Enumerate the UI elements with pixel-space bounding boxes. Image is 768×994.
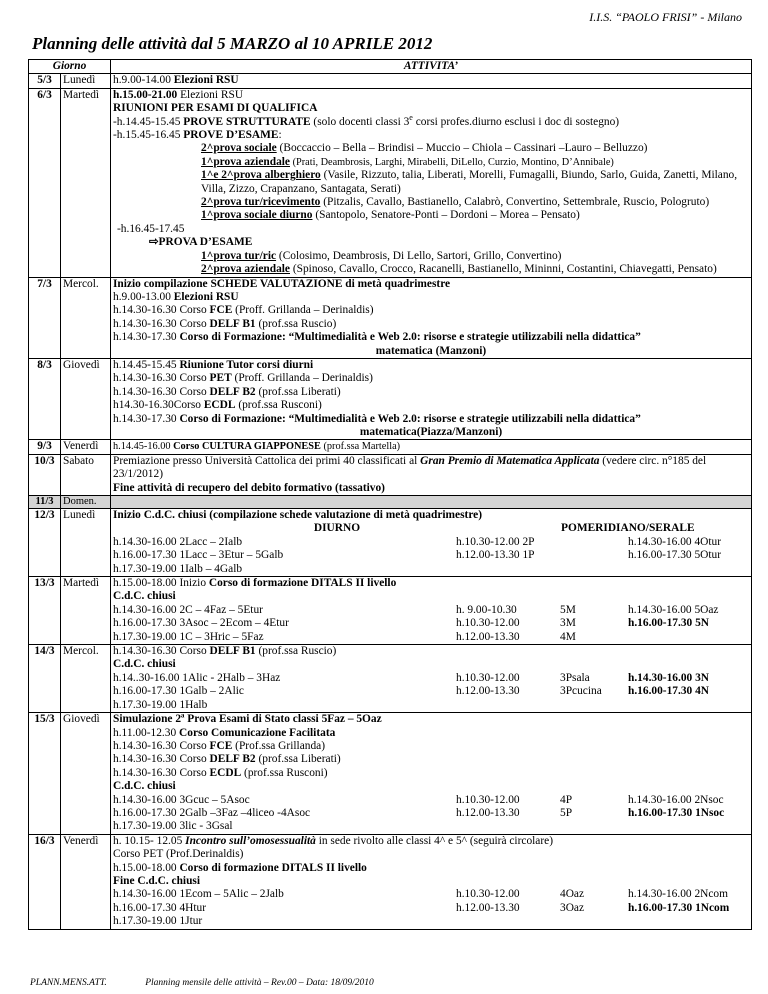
event-name: Gran Premio di Matematica Applicata bbox=[420, 454, 600, 467]
planning-table bbox=[28, 59, 752, 930]
activity-text: PROVE D’ESAME bbox=[183, 129, 279, 142]
time: h.14.30-16.30 Corso bbox=[113, 766, 210, 779]
time: -h.15.45-16.45 bbox=[113, 129, 184, 142]
cdc-slot: h.14.30-16.00 5Oaz bbox=[628, 603, 719, 616]
activity-note: (Proff. Grillanda – Derinaldis) bbox=[232, 304, 374, 317]
activity-note: (Proff. Grillanda – Derinaldis) bbox=[231, 372, 373, 385]
cdc-slot: h.10.30-12.00 bbox=[456, 888, 520, 901]
time: -h.14.45-15.45 bbox=[113, 115, 184, 128]
activity-text: Corso PET (Prof.Derinaldis) bbox=[113, 848, 244, 861]
table-row bbox=[29, 74, 752, 88]
time: h.14.30-17.30 bbox=[113, 412, 180, 425]
cdc-slot: h.12.00-13.30 bbox=[456, 630, 520, 643]
course-name: Corso CULTURA GIAPPONESE bbox=[173, 441, 321, 453]
activity-note: (prof.ssa Martella) bbox=[320, 441, 401, 453]
diurno-label: DIURNO bbox=[313, 522, 361, 535]
time: -h.16.45-17.45 bbox=[117, 222, 185, 235]
school-name: I.I.S. “PAOLO FRISI” - Milano bbox=[589, 10, 742, 24]
time: h14.30-16.30Corso bbox=[113, 399, 204, 412]
table-row bbox=[29, 440, 752, 454]
cdc-slot: h.14..30-16.00 1Alic - 2Halb – 3Haz bbox=[113, 671, 281, 684]
course-name: Corso di Formazione: “Multimedialità e Web 2.0: risorse e strategie utilizzabili nella didattica” bbox=[179, 331, 641, 344]
cdc-class: 4P bbox=[560, 793, 573, 806]
cdc-slot: h.17.30-19.00 3lic - 3Gsal bbox=[113, 820, 233, 833]
row-activity bbox=[111, 577, 752, 645]
footer bbox=[30, 978, 410, 988]
time: h.9.00-13.00 bbox=[113, 290, 174, 303]
course-name: PET bbox=[209, 372, 232, 385]
cdc-heading: C.d.C. chiusi bbox=[113, 780, 176, 793]
cdc-class: 3M bbox=[560, 617, 576, 630]
cdc-slot: h.16.00-17.30 1Ncom bbox=[628, 901, 730, 914]
cdc-slot: h.16.00-17.30 1Nsoc bbox=[628, 806, 725, 819]
row-date: 8/3 bbox=[29, 358, 61, 439]
row-date: 7/3 bbox=[29, 277, 61, 358]
activity-heading: Fine attività di recupero del debito formativo (tassativo) bbox=[113, 481, 385, 494]
pomeridiano-label: POMERIDIANO/SERALE bbox=[561, 522, 695, 535]
table-row bbox=[29, 713, 752, 835]
row-day: Martedì bbox=[61, 88, 111, 277]
exam-label: 2^prova sociale bbox=[201, 142, 277, 155]
time: h.14.30-16.30 Corso bbox=[113, 753, 210, 766]
cdc-class: 5M bbox=[560, 603, 576, 616]
cdc-slot: h.16.00-17.30 1Galb – 2Alic bbox=[113, 685, 244, 698]
exam-teachers: (Pitzalis, Cavallo, Bastianello, Calabrò, Convertino, Settembrale, Ruscio, Pologruto) bbox=[320, 196, 710, 209]
cdc-slot: h.14.30-16.00 4Otur bbox=[628, 535, 722, 548]
table-row bbox=[29, 645, 752, 713]
activity-heading: RIUNIONI PER ESAMI DI QUALIFICA bbox=[113, 102, 318, 115]
row-date: 9/3 bbox=[29, 440, 61, 454]
table-row bbox=[29, 509, 752, 577]
time: h.14.30-16.30 Corso bbox=[113, 385, 210, 398]
cdc-class: 4M bbox=[560, 630, 576, 643]
exam-label: 2^prova aziendale bbox=[201, 263, 290, 276]
time: h.14.30-17.30 bbox=[113, 331, 180, 344]
table-row bbox=[29, 358, 752, 439]
row-activity bbox=[111, 713, 752, 835]
row-date: 6/3 bbox=[29, 88, 61, 277]
table-row bbox=[29, 277, 752, 358]
cdc-class bbox=[560, 536, 628, 549]
activity-note: (prof.ssa Ruscio) bbox=[255, 645, 337, 658]
cdc-class: 3Oaz bbox=[560, 901, 585, 914]
cdc-slot: h.12.00-13.30 1P bbox=[456, 549, 535, 562]
cdc-class: 3Pcucina bbox=[560, 685, 602, 698]
time: h.15.00-18.00 bbox=[113, 861, 180, 874]
table-row bbox=[29, 88, 752, 277]
row-date: 5/3 bbox=[29, 74, 61, 88]
row-date: 13/3 bbox=[29, 577, 61, 645]
course-name: FCE bbox=[209, 739, 233, 752]
row-day: Venerdì bbox=[61, 440, 111, 454]
exam-label: 2^prova tur/ricevimento bbox=[201, 196, 321, 209]
time: h.14.30-16.30 Corso bbox=[113, 372, 210, 385]
exam-teachers: (Prati, Deambrosis, Larghi, Mirabelli, DiLello, Curzio, Montino, D’Annibale) bbox=[290, 156, 614, 168]
page-title: Planning delle attività dal 5 MARZO al 10 APRILE 2012 bbox=[32, 34, 433, 53]
event-name: Incontro sull’omosessualità bbox=[185, 834, 316, 847]
cdc-class: 3Psala bbox=[560, 671, 590, 684]
row-activity bbox=[111, 277, 752, 358]
col-attivita: ATTIVITA’ bbox=[111, 60, 752, 74]
time: h.15.00-18.00 Inizio bbox=[113, 577, 209, 590]
footer-code: PLANN.MENS.ATT. bbox=[30, 978, 107, 988]
activity-note: (prof.ssa Liberati) bbox=[255, 753, 341, 766]
cdc-slot: h.10.30-12.00 bbox=[456, 617, 520, 630]
row-date: 11/3 bbox=[29, 496, 61, 509]
time: h.15.00-21.00 bbox=[113, 88, 178, 101]
exam-teachers: (Boccaccio – Bella – Brindisi – Muccio – Chiola – Cassinari –Lauro – Belluzzo) bbox=[276, 142, 648, 155]
cdc-slot: h. 9.00-10.30 bbox=[456, 603, 517, 616]
row-day: Martedì bbox=[61, 577, 111, 645]
row-activity bbox=[111, 645, 752, 713]
row-date: 12/3 bbox=[29, 509, 61, 577]
cdc-heading: C.d.C. chiusi bbox=[113, 658, 176, 671]
activity-text: Premiazione presso Università Cattolica dei primi 40 classificati al bbox=[113, 454, 421, 467]
table-row bbox=[29, 454, 752, 495]
exam-label: 1^prova aziendale bbox=[201, 155, 290, 168]
table-header bbox=[29, 60, 752, 74]
cdc-slot: h.10.30-12.00 bbox=[456, 671, 520, 684]
course-name: Corso di formazione DITALS II livello bbox=[208, 577, 397, 590]
cdc-heading: Fine C.d.C. chiusi bbox=[113, 874, 201, 887]
row-date: 10/3 bbox=[29, 454, 61, 495]
row-activity bbox=[111, 454, 752, 495]
course-name: DELF B2 bbox=[209, 753, 256, 766]
time: h.14.45-15.45 bbox=[113, 358, 180, 371]
time: h.14.30-16.30 Corso bbox=[113, 304, 210, 317]
cdc-slot: h.16.00-17.30 1Lacc – 3Etur – 5Galb bbox=[113, 549, 284, 562]
activity-heading: ⇨PROVA D’ESAME bbox=[149, 236, 253, 249]
cdc-slot: h.12.00-13.30 bbox=[456, 685, 520, 698]
cdc-slot: h.16.00-17.30 5Otur bbox=[628, 549, 722, 562]
cdc-slot: h.14.30-16.00 2C – 4Faz – 5Etur bbox=[113, 603, 263, 616]
row-day: Mercol. bbox=[61, 645, 111, 713]
cdc-slot: h.17.30-19.00 1Ialb – 4Galb bbox=[113, 562, 243, 575]
cdc-slot: h.16.00-17.30 4Htur bbox=[113, 901, 207, 914]
table-row bbox=[29, 834, 752, 929]
activity-note: (vedere circ. n°185 del 23/1/2012) bbox=[113, 454, 707, 481]
course-name: DELF B1 bbox=[209, 317, 256, 330]
cdc-slot: h.14.30-16.00 2Nsoc bbox=[628, 793, 724, 806]
cdc-slot: h.12.00-13.30 bbox=[456, 806, 520, 819]
time: h.14.45-16.00 bbox=[113, 441, 174, 453]
activity-text: Riunione Tutor corsi diurni bbox=[179, 358, 314, 371]
exam-teachers: (Vasile, Rizzuto, talia, Liberati, Morelli, Fumagalli, Biundo, Sarlo, Guida, Zanetti, Milano, Villa, Zizzo, Crapanzano, Santagata, Serati) bbox=[201, 169, 738, 195]
time: h.11.00-12.30 bbox=[113, 726, 180, 739]
cdc-slot: h.16.00-17.30 4N bbox=[628, 685, 710, 698]
cdc-class: 4Oaz bbox=[560, 888, 585, 901]
row-day: Domen. bbox=[61, 496, 111, 509]
course-name: ECDL bbox=[209, 766, 242, 779]
row-activity bbox=[111, 509, 752, 577]
row-activity bbox=[111, 496, 752, 509]
course-name: Corso Comunicazione Facilitata bbox=[179, 726, 336, 739]
cdc-slot: h.16.00-17.30 5N bbox=[628, 617, 710, 630]
course-name: Corso di formazione DITALS II livello bbox=[179, 861, 367, 874]
cdc-slot: h.16.00-17.30 3Asoc – 2Ecom – 4Etur bbox=[113, 617, 289, 630]
row-day: Giovedì bbox=[61, 713, 111, 835]
table-row bbox=[29, 496, 752, 509]
cdc-slot: h.10.30-12.00 bbox=[456, 793, 520, 806]
course-name: DELF B2 bbox=[209, 385, 256, 398]
activity-heading: Inizio compilazione SCHEDE VALUTAZIONE di metà quadrimestre bbox=[113, 277, 451, 290]
row-day: Giovedì bbox=[61, 358, 111, 439]
activity-text: Elezioni RSU bbox=[173, 74, 239, 87]
cdc-slot: h.16.00-17.30 2Galb –3Faz –4liceo -4Asoc bbox=[113, 806, 311, 819]
time: h. 10.15- 12.05 bbox=[113, 834, 186, 847]
row-day: Sabato bbox=[61, 454, 111, 495]
exam-teachers: (Santopolo, Senatore-Ponti – Dordoni – Morea – Pensato) bbox=[312, 209, 580, 222]
course-name: ECDL bbox=[203, 399, 236, 412]
cdc-slot: h.17.30-19.00 1Jtur bbox=[113, 915, 203, 928]
cdc-slot: h.14.30-16.00 3Gcuc – 5Asoc bbox=[113, 793, 250, 806]
activity-heading: Inizio C.d.C. chiusi (compilazione schede valutazione di metà quadrimestre) bbox=[113, 509, 483, 521]
activity-note: (prof.ssa Ruscio) bbox=[255, 317, 337, 330]
row-activity bbox=[111, 358, 752, 439]
time: h.14.30-16.30 Corso bbox=[113, 645, 210, 658]
row-day: Lunedì bbox=[61, 509, 111, 577]
cdc-slot: h.12.00-13.30 bbox=[456, 901, 520, 914]
course-name: FCE bbox=[209, 304, 233, 317]
exam-teachers: (Spinoso, Cavallo, Crocco, Racanelli, Bastianello, Mininni, Costantini, Chiavegatti, Pensato) bbox=[290, 263, 717, 276]
footer-revision: Planning mensile delle attività – Rev.00 – Data: 18/09/2010 bbox=[145, 978, 374, 988]
time: h.14.30-16.30 Corso bbox=[113, 739, 210, 752]
course-subject: matematica(Piazza/Manzoni) bbox=[359, 425, 503, 438]
row-activity bbox=[111, 834, 752, 929]
row-day: Mercol. bbox=[61, 277, 111, 358]
activity-text: PROVE STRUTTURATE bbox=[183, 115, 311, 128]
row-date: 16/3 bbox=[29, 834, 61, 929]
table-row bbox=[29, 577, 752, 645]
activity-note: (solo docenti classi 3 bbox=[310, 115, 410, 128]
row-activity: h.15.00-21.00 Elezioni RSU RIUNIONI PER ESAMI DI QUALIFICA -h.14.45-15.45 PROVE STRUTTURATE (solo docenti classi 3e corsi profes.diurno esclusi i doc di sostegno) -h.15.45-16.45 PROVE D’ESAME: 2^prova sociale (Boccaccio – Bella – Brindisi – Muccio – Chiola – Cassinari –Lauro – Belluzzo) 1^prova aziendale (Prati, Deambrosis, Larghi, Mirabelli, DiLello, Curzio, Montino, D’Annibale) 1^e 2^prova alberghiero (Vasile, Rizzuto, talia, Liberati, Morelli, Fumagalli, Biundo, Sarlo, Guida, Zanetti, Milano, Villa, Zizzo, Crapanzano, Santagata, Serati) 2^prova tur/ricevimento (Pitzalis, Cavallo, Bastianello, Calabrò, Convertino, Settembrale, Ruscio, Pologruto) 1^prova sociale diurno (Santopolo, Senatore-Ponti – Dordoni – Morea – Pensato) -h.16.45-17.45 ⇨PROVA D’ESAME 1^prova tur/ric (Colosimo, Deambrosis, Di Lello, Sartori, Grillo, Convertino) 2^prova aziendale (Spinoso, Cavallo, Crocco, Racanelli, Bastianello, Mininni, Costantini, Chiavegatti, Pensato) bbox=[111, 88, 752, 277]
cdc-class bbox=[560, 549, 628, 562]
exam-label: 1^prova tur/ric bbox=[201, 249, 277, 262]
time: h.9.00-14.00 bbox=[113, 74, 174, 87]
cdc-heading: C.d.C. chiusi bbox=[113, 590, 176, 603]
activity-note: in sede rivolto alle classi 4^ e 5^ (seguirà circolare) bbox=[315, 834, 554, 847]
cdc-slot: h.14.30-16.00 2Lacc – 2Ialb bbox=[113, 535, 243, 548]
row-day: Venerdì bbox=[61, 834, 111, 929]
exam-teachers: (Colosimo, Deambrosis, Di Lello, Sartori, Grillo, Convertino) bbox=[276, 249, 562, 262]
activity-text: Elezioni RSU bbox=[173, 290, 239, 303]
row-day: Lunedì bbox=[61, 74, 111, 88]
row-date: 14/3 bbox=[29, 645, 61, 713]
cdc-slot: h.14.30-16.00 1Ecom – 5Alic – 2Jalb bbox=[113, 888, 284, 901]
course-subject: matematica (Manzoni) bbox=[375, 344, 487, 357]
course-name: DELF B1 bbox=[209, 645, 256, 658]
row-date: 15/3 bbox=[29, 713, 61, 835]
exam-label: 1^prova sociale diurno bbox=[201, 209, 313, 222]
exam-label: 1^e 2^prova alberghiero bbox=[201, 169, 321, 182]
row-activity bbox=[111, 440, 752, 454]
cdc-slot: h.14.30-16.00 3N bbox=[628, 671, 710, 684]
cdc-class: 5P bbox=[560, 806, 573, 819]
activity-note: (prof.ssa Rusconi) bbox=[241, 766, 328, 779]
activity-note: (Prof.ssa Grillanda) bbox=[232, 739, 325, 752]
activity-note: (prof.ssa Liberati) bbox=[255, 385, 341, 398]
cdc-slot: h.10.30-12.00 2P bbox=[456, 535, 535, 548]
cdc-slot: h.14.30-16.00 2Ncom bbox=[628, 888, 728, 901]
col-giorno: Giorno bbox=[29, 60, 111, 74]
activity-note: (prof.ssa Rusconi) bbox=[235, 399, 322, 412]
superscript: e bbox=[409, 115, 413, 122]
cdc-slot: h.17.30-19.00 1C – 3Hric – 5Faz bbox=[113, 630, 264, 643]
activity-text: Elezioni RSU bbox=[177, 88, 244, 101]
cdc-slot: h.17.30-19.00 1Halb bbox=[113, 698, 208, 711]
course-name: Corso di Formazione: “Multimedialità e Web 2.0: risorse e strategie utilizzabili nella didattica” bbox=[179, 412, 641, 425]
activity-heading: Simulazione 2ª Prova Esami di Stato classi 5Faz – 5Oaz bbox=[113, 713, 382, 726]
row-activity bbox=[111, 74, 752, 88]
activity-note: corsi profes.diurno esclusi i doc di sostegno) bbox=[412, 115, 620, 128]
time: h.14.30-16.30 Corso bbox=[113, 317, 210, 330]
